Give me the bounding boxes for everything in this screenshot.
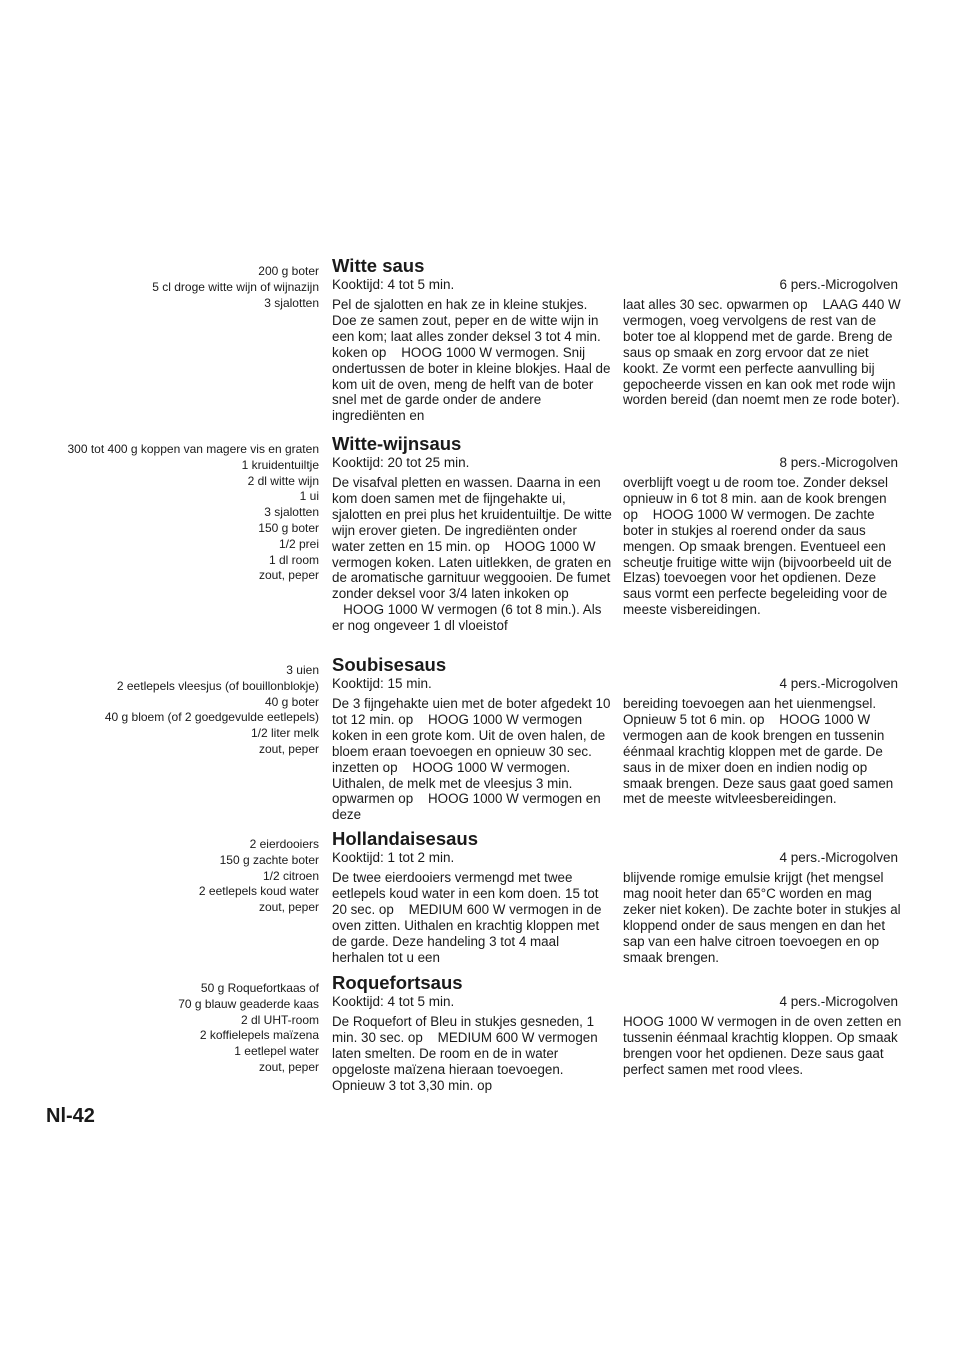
- instructions-col1: De visafval pletten en wassen. Daarna in een kom doen samen met de fijngehakte ui, sjalotten en prei plus het kruidentuiltje. De witte wijn erover gieten. De ingrediënten onder water zetten en 15 min. op HOOG 1000 W vermogen koken. Laten uitlekken, de graten en de aromatische garnituur weggooien. De fumet zonder deksel voor 3/4 laten inkoken op HOOG 1000 W vermogen (6 tot 8 min.). Als er nog ongeveer 1 dl vloeistof: [332, 475, 612, 634]
- ingredient: zout, peper: [258, 900, 319, 915]
- ingredient: 150 g boter: [258, 520, 319, 535]
- instructions-col2: laat alles 30 sec. opwarmen op LAAG 440 W vermogen, voeg vervolgens de rest van de boter toe al kloppend met de garde. Breng de saus op smaak en zorg ervoor dat ze niet kookt. Ze vormt een perfecte aanvulling bij gepocheerde vissen en kan ook met rode wijn worden bereid (dan noemt men ze rode boter).: [623, 297, 901, 408]
- ingredient: 2 dl witte wijn: [247, 473, 319, 488]
- recipe-title: Hollandaisesaus: [332, 828, 479, 849]
- ingredient: zout, peper: [258, 741, 319, 756]
- ingredient-list: [67, 442, 319, 584]
- ingredient: 70 g blauw geaderde kaas: [178, 996, 319, 1011]
- instructions-col2: bereiding toevoegen aan het uienmengsel. Opnieuw 5 tot 6 min. op HOOG 1000 W vermogen aan de kook brengen en tussenin éénmaal krachtig kloppen met de garde. De saus in de mixer doen en indien nodig op smaak brengen. Deze saus gaat goed samen met de meeste witvleesbereidingen.: [623, 696, 894, 807]
- ingredient: 1 kruidentuiltje: [241, 457, 319, 472]
- ingredient: zout, peper: [258, 1059, 319, 1074]
- recipe-title: Witte saus: [332, 255, 425, 276]
- recipe-title: Soubisesaus: [332, 654, 447, 675]
- servings: 6 pers.-Microgolven: [779, 277, 898, 292]
- instructions-col2: blijvende romige emulsie krijgt (het mengsel mag nooit heter dan 65°C worden en mag zeker niet koken). De zachte boter in stukjes al kloppend onder de saus mengen en dan het sap van een halve citroen toevoegen en op smaak brengen.: [623, 870, 901, 965]
- cooking-time: Kooktijd: 4 tot 5 min.: [332, 994, 455, 1009]
- ingredient: 2 koffielepels maïzena: [199, 1028, 319, 1043]
- ingredient: 3 uien: [286, 663, 319, 677]
- cooking-time: Kooktijd: 15 min.: [332, 676, 432, 691]
- ingredient: 300 tot 400 g koppen van magere vis en graten: [67, 442, 319, 456]
- ingredient: zout, peper: [258, 568, 319, 583]
- instructions-col1: De twee eierdooiers vermengd met twee eetlepels koud water in een kom doen. 15 tot 20 sec. op MEDIUM 600 W vermogen in de oven zitten. Uithalen en krachtig kloppen met de garde. Deze handeling 3 tot 4 maal herhalen tot u een: [332, 870, 602, 965]
- cooking-time: Kooktijd: 4 tot 5 min.: [332, 277, 455, 292]
- ingredient: 40 g boter: [264, 694, 319, 709]
- ingredient: 1 dl room: [268, 552, 319, 567]
- cooking-time: Kooktijd: 20 tot 25 min.: [332, 455, 470, 470]
- recipe-title: Witte-wijnsaus: [332, 433, 462, 454]
- ingredient: 40 g bloem (of 2 goedgevulde eetlepels): [104, 710, 319, 725]
- ingredient: 3 sjalotten: [264, 295, 319, 310]
- ingredient-list: [152, 264, 319, 311]
- ingredient: 200 g boter: [258, 264, 319, 278]
- ingredient: 2 eierdooiers: [249, 837, 319, 851]
- servings: 4 pers.-Microgolven: [779, 676, 898, 691]
- ingredient: 1 eetlepel water: [234, 1044, 319, 1059]
- instructions-col2: overblijft voegt u de room toe. Zonder deksel opnieuw in 6 tot 8 min. aan de kook brengen op HOOG 1000 W vermogen. De zachte boter in stukjes al roerend onder da saus mengen. Op smaak brengen. Eventueel een scheutje fruitige witte wijn (bijvoorbeeld uit de Elzas) toevoegen voor het opdienen. Deze saus vormt een perfecte begeleiding voor de meeste visbereidingen.: [623, 475, 892, 618]
- servings: 4 pers.-Microgolven: [779, 994, 898, 1009]
- recipe-title: Roquefortsaus: [332, 972, 463, 993]
- ingredient-list: [199, 837, 319, 916]
- ingredient: 3 sjalotten: [264, 505, 319, 520]
- instructions-col1: Pel de sjalotten en hak ze in kleine stukjes. Doe ze samen zout, peper en de witte wijn in een kom; laat alles zonder deksel 3 tot 4 min. koken op HOOG 1000 W vermogen. Snij ondertussen de boter in kleine blokjes. Haal de kom uit de oven, meng de helft van de boter snel met de garde onder de andere ingrediënten en: [332, 297, 611, 424]
- ingredient: 1 ui: [299, 489, 319, 504]
- ingredient-list: [105, 663, 319, 758]
- ingredient: 5 cl droge witte wijn of wijnazijn: [152, 279, 319, 294]
- ingredient: 2 eetlepels koud water: [198, 884, 319, 899]
- ingredient: 50 g Roquefortkaas of: [200, 981, 319, 995]
- servings: 4 pers.-Microgolven: [779, 850, 898, 865]
- ingredient-list: [178, 981, 319, 1076]
- ingredient: 2 eetlepels vleesjus (of bouillonblokje): [116, 678, 319, 693]
- servings: 8 pers.-Microgolven: [779, 455, 898, 470]
- instructions-col1: De 3 fijngehakte uien met de boter afgedekt 10 tot 12 min. op HOOG 1000 W vermogen koken in een grote kom. Uit de oven halen, de bloem eraan toevoegen en opnieuw 30 sec. inzetten op HOOG 1000 W vermogen. Uithalen, de melk met de vleesjus 3 min. opwarmen op HOOG 1000 W vermogen en deze: [332, 696, 611, 823]
- ingredient: 1/2 prei: [278, 536, 319, 551]
- ingredient: 1/2 citroen: [262, 868, 319, 883]
- page-number: Nl-42: [46, 1105, 95, 1127]
- ingredient: 150 g zachte boter: [219, 852, 319, 867]
- ingredient: 1/2 liter melk: [250, 726, 319, 741]
- cooking-time: Kooktijd: 1 tot 2 min.: [332, 850, 455, 865]
- instructions-col2: HOOG 1000 W vermogen in de oven zetten en tussenin éénmaal krachtig kloppen. Op smaak brengen voor het opdienen. Deze saus gaat perfect samen met rood vlees.: [623, 1014, 902, 1077]
- ingredient: 2 dl UHT-room: [240, 1012, 319, 1027]
- instructions-col1: De Roquefort of Bleu in stukjes gesneden, 1 min. 30 sec. op MEDIUM 600 W vermogen laten smelten. De room en de in water opgeloste maïzena hieraan toevoegen. Opnieuw 3 tot 3,30 min. op: [332, 1014, 598, 1093]
